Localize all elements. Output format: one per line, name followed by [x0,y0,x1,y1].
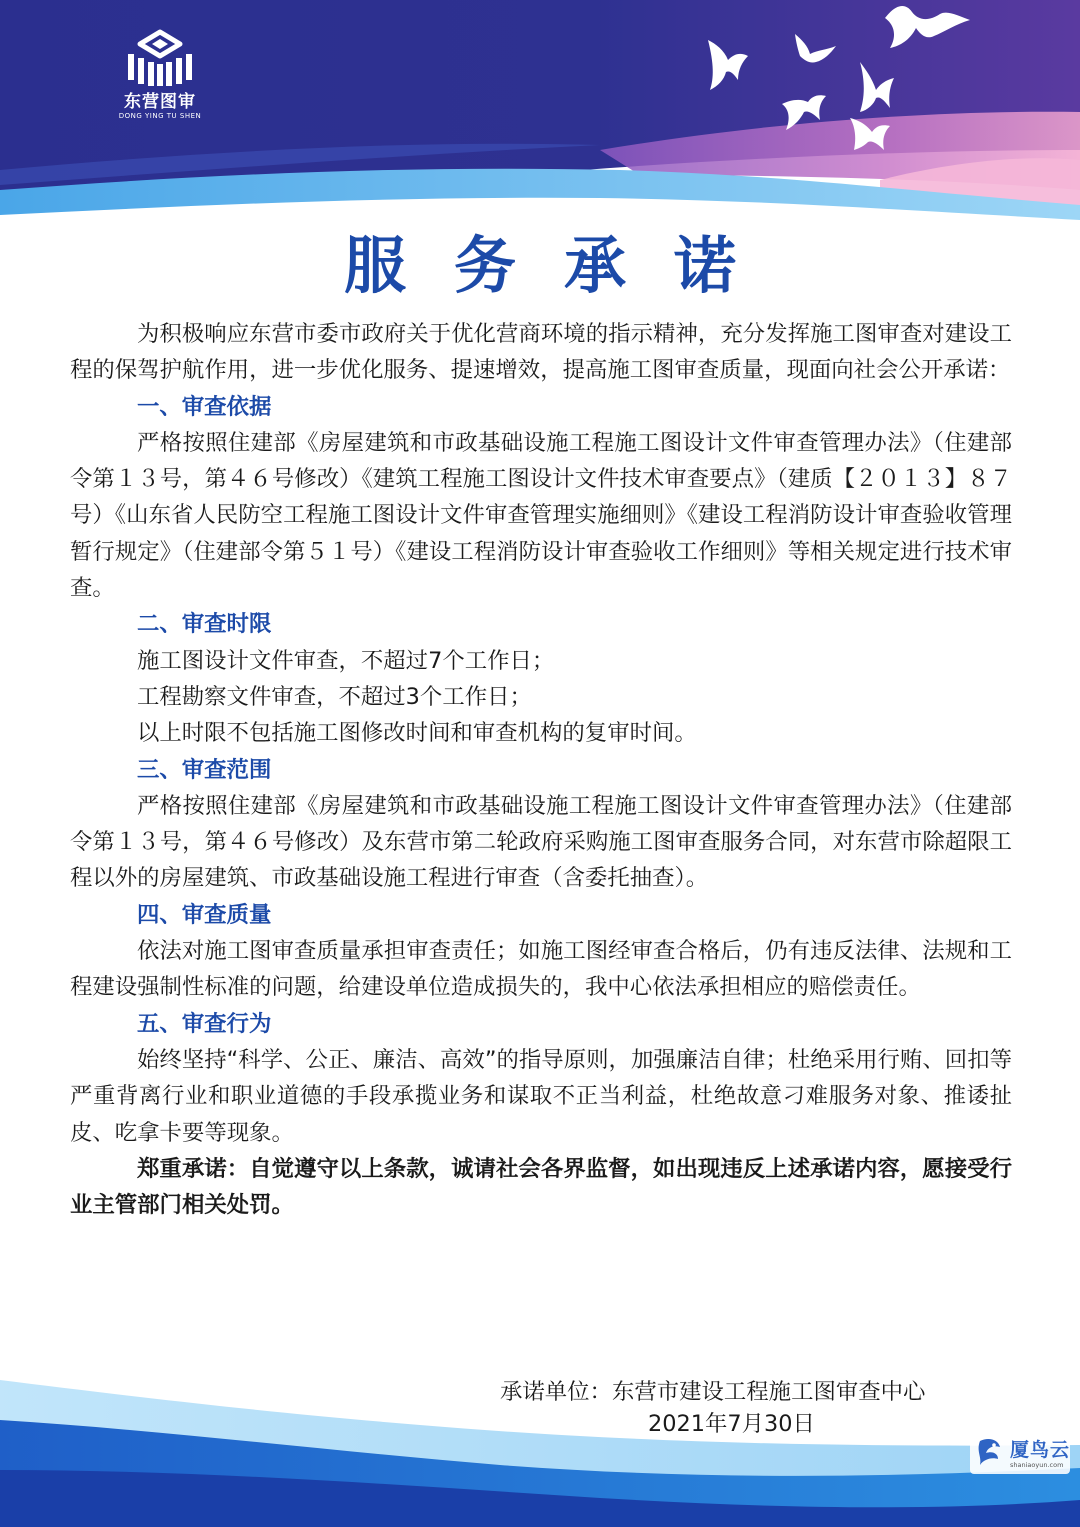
bird-2 [708,40,748,90]
section-3-body: 严格按照住建部《房屋建筑和市政基础设施工程施工图设计文件审查管理办法》（住建部令第１３号，第４６号修改）及东营市第二轮政府采购施工图审查服务合同，对东营市除超限工程以外的房屋建筑、市政基础设施工程进行审查（含委托抽查）。 [70,792,1012,892]
watermark-text: 厦鸟云 [1010,1439,1071,1461]
logo-mark-icon [122,28,198,90]
bird-1 [885,6,970,48]
bird-6 [850,118,890,150]
bird-3 [795,34,836,63]
pledge-paragraph: 郑重承诺：自觉遵守以上条款，诚请社会各界监督，如出现违反上述承诺内容，愿接受行业主管部门相关处罚。 [70,1155,1012,1219]
document-body [70,316,1012,1223]
section-2-line-1: 施工图设计文件审查，不超过7个工作日； [137,647,555,674]
watermark [970,1430,1070,1474]
logo [112,28,208,123]
watermark-url: shaniaoyun.com [1010,1461,1064,1469]
section-3-heading: 三、审查范围 [137,756,272,783]
section-2-line-2: 工程勘察文件审查，不超过3个工作日； [137,683,532,710]
logo-name-cn: 东营图审 [124,92,196,112]
section-4-heading: 四、审查质量 [137,901,272,928]
intro-paragraph: 为积极响应东营市委市政府关于优化营商环境的指示精神，充分发挥施工图审查对建设工程的保驾护航作用，进一步优化服务、提速增效，提高施工图审查质量，现面向社会公开承诺： [70,321,1012,384]
section-5-body: 始终坚持“科学、公正、廉洁、高效”的指导原则，加强廉洁自律；杜绝采用行贿、回扣等严重背离行业和职业道德的手段承揽业务和谋取不正当利益，杜绝故意刁难服务对象、推诿扯皮、吃拿卡要等现象。 [70,1046,1012,1146]
bird-5 [782,95,826,130]
page-title: 服务承诺 [343,229,784,302]
section-4-body: 依法对施工图审查质量承担审查责任；如施工图经审查合格后，仍有违反法律、法规和工程建设强制性标准的问题，给建设单位造成损失的，我中心依法承担相应的赔偿责任。 [70,938,1012,1001]
section-2-line-3: 以上时限不包括施工图修改时间和审查机构的复审时间。 [137,720,697,747]
bird-4 [860,62,894,112]
section-5-heading: 五、审查行为 [137,1010,272,1037]
birds-illustration [690,0,990,160]
section-1-heading: 一、审查依据 [137,393,272,420]
signature-unit: 承诺单位：东营市建设工程施工图审查中心 [500,1379,926,1405]
signature-date: 2021年7月30日 [648,1411,815,1437]
section-2-heading: 二、审查时限 [137,611,272,638]
logo-name-en: DONG YING TU SHEN [118,112,202,120]
bird-logo-icon [974,1435,1006,1469]
section-1-body: 严格按照住建部《房屋建筑和市政基础设施工程施工图设计文件审查管理办法》（住建部令第１３号，第４６号修改）《建筑工程施工图设计文件技术审查要点》（建质【２０１３】８７号）《山东省人民防空工程施工图设计文件审查管理实施细则》《建设工程消防设计审查验收管理暂行规定》（住建部令第５１号）《建设工程消防设计审查验收工作细则》等相关规定进行技术审查。 [70,429,1012,602]
